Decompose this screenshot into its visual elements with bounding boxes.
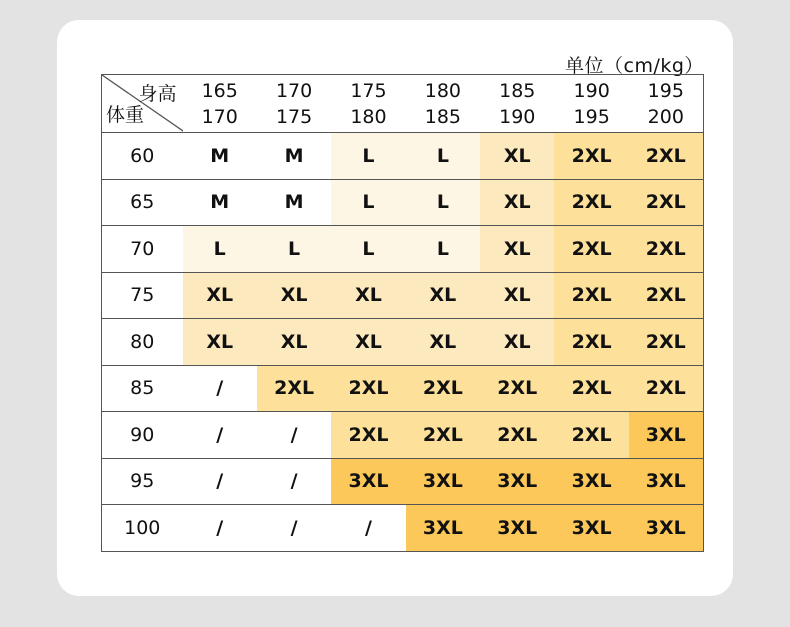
header-row — [102, 75, 704, 133]
size-cell: 2XL — [406, 365, 480, 412]
size-cell: 2XL — [554, 365, 628, 412]
height-range-top: 175 — [350, 79, 387, 102]
height-range-bottom: 185 — [424, 105, 461, 128]
size-cell: / — [331, 505, 405, 552]
size-cell: 2XL — [554, 319, 628, 366]
size-cell: 2XL — [629, 226, 703, 273]
size-cell: 2XL — [629, 319, 703, 366]
size-cell: 3XL — [554, 458, 628, 505]
height-range-header — [331, 75, 405, 133]
weight-cell: 80 — [130, 330, 155, 353]
size-cell: L — [183, 226, 257, 273]
size-cell: 2XL — [629, 365, 703, 412]
table-row — [102, 133, 704, 180]
size-cell: 3XL — [629, 412, 703, 459]
size-cell: 3XL — [480, 505, 554, 552]
size-cell: 2XL — [257, 365, 331, 412]
table-row — [102, 319, 704, 366]
size-cell: 2XL — [554, 412, 628, 459]
size-cell: 2XL — [629, 133, 703, 180]
table-row — [102, 226, 704, 273]
height-range-top: 185 — [499, 79, 536, 102]
size-cell: 2XL — [554, 133, 628, 180]
table-row — [102, 365, 704, 412]
weight-cell: 75 — [130, 284, 155, 307]
size-cell: M — [183, 179, 257, 226]
height-range-header — [257, 75, 331, 133]
size-cell: M — [257, 133, 331, 180]
size-cell: XL — [480, 319, 554, 366]
unit-label: 单位（cm/kg） — [565, 55, 704, 77]
size-cell: 2XL — [480, 365, 554, 412]
size-cell: XL — [257, 319, 331, 366]
size-cell: 2XL — [331, 365, 405, 412]
size-cell: M — [257, 179, 331, 226]
size-cell: XL — [480, 133, 554, 180]
height-range-bottom: 180 — [350, 105, 387, 128]
weight-cell: 85 — [130, 377, 155, 400]
weight-cell: 65 — [130, 191, 155, 214]
size-cell: L — [406, 133, 480, 180]
weight-axis-label: 体重 — [106, 104, 145, 126]
height-range-bottom: 190 — [499, 105, 536, 128]
size-cell: / — [183, 365, 257, 412]
size-cell: 2XL — [629, 272, 703, 319]
size-cell: XL — [183, 319, 257, 366]
corner-cell — [102, 75, 183, 133]
size-cell: XL — [331, 272, 405, 319]
height-range-top: 195 — [647, 79, 684, 102]
size-cell: / — [257, 505, 331, 552]
size-cell: / — [257, 412, 331, 459]
size-chart-table — [101, 74, 704, 552]
size-cell: L — [257, 226, 331, 273]
size-cell: 2XL — [480, 412, 554, 459]
size-cell: 2XL — [629, 179, 703, 226]
size-cell: XL — [480, 272, 554, 319]
height-axis-label: 身高 — [138, 83, 177, 105]
size-cell: 3XL — [406, 505, 480, 552]
height-range-header — [406, 75, 480, 133]
size-cell: 2XL — [554, 272, 628, 319]
table-row — [102, 179, 704, 226]
size-cell: / — [183, 458, 257, 505]
size-cell: 2XL — [554, 179, 628, 226]
size-cell: XL — [480, 226, 554, 273]
size-cell: / — [257, 458, 331, 505]
height-range-header — [629, 75, 703, 133]
height-range-header — [480, 75, 554, 133]
table-row — [102, 412, 704, 459]
size-cell: 2XL — [331, 412, 405, 459]
height-range-top: 170 — [275, 79, 313, 102]
height-range-top: 180 — [424, 79, 461, 102]
size-cell: L — [331, 226, 405, 273]
table-row — [102, 272, 704, 319]
table-row — [102, 458, 704, 505]
size-cell: L — [406, 226, 480, 273]
size-cell: 3XL — [629, 505, 703, 552]
size-cell: XL — [257, 272, 331, 319]
weight-cell: 95 — [130, 470, 155, 493]
size-cell: XL — [331, 319, 405, 366]
table-row — [102, 505, 704, 552]
weight-cell: 70 — [130, 237, 155, 260]
height-range-bottom: 195 — [573, 105, 610, 128]
size-cell: 2XL — [554, 226, 628, 273]
size-cell: 3XL — [331, 458, 405, 505]
size-cell: 3XL — [629, 458, 703, 505]
size-cell: L — [331, 179, 405, 226]
height-range-bottom: 200 — [647, 105, 684, 128]
size-cell: L — [331, 133, 405, 180]
size-cell: / — [183, 412, 257, 459]
size-cell: L — [406, 179, 480, 226]
size-cell: XL — [406, 272, 480, 319]
size-cell: M — [183, 133, 257, 180]
height-range-bottom: 170 — [201, 105, 238, 128]
height-range-header — [554, 75, 628, 133]
height-range-top: 165 — [201, 79, 238, 102]
height-range-top: 190 — [573, 79, 610, 102]
size-cell: XL — [406, 319, 480, 366]
size-cell: 3XL — [406, 458, 480, 505]
height-range-header — [183, 75, 257, 133]
height-range-bottom: 175 — [275, 105, 313, 128]
size-cell: XL — [183, 272, 257, 319]
size-cell: 3XL — [480, 458, 554, 505]
size-cell: / — [183, 505, 257, 552]
weight-cell: 60 — [130, 144, 155, 167]
size-cell: 2XL — [406, 412, 480, 459]
size-cell: 3XL — [554, 505, 628, 552]
weight-cell: 100 — [124, 516, 161, 539]
weight-cell: 90 — [130, 423, 155, 446]
size-cell: XL — [480, 179, 554, 226]
